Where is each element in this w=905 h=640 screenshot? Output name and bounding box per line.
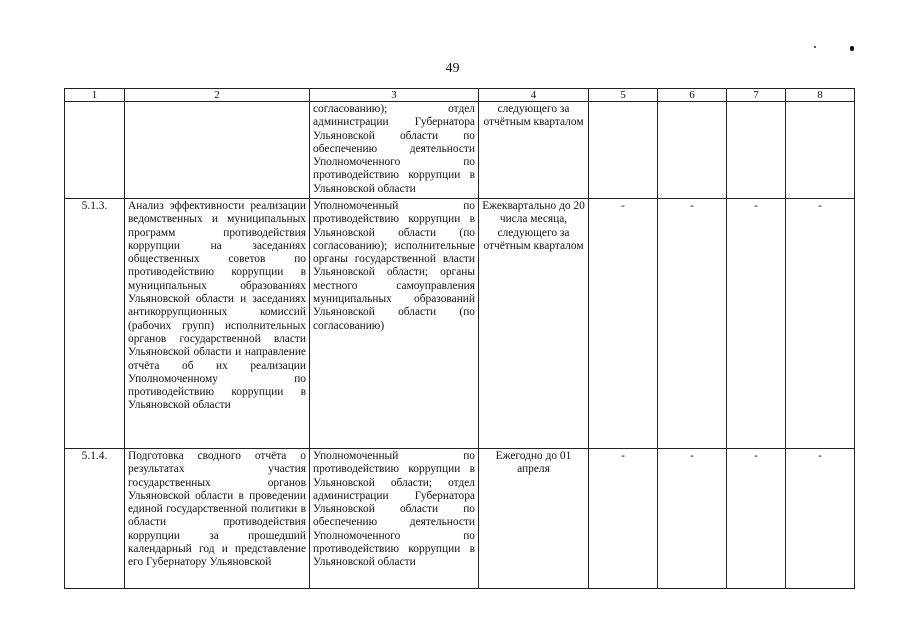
deadline-cell: Ежеквартально до 20 числа месяца, следующего за отчётным кварталом [479,199,589,449]
col7-cell: - [727,199,786,449]
col7-cell: - [727,449,786,589]
col8-cell: - [786,199,855,449]
item-number [65,102,125,199]
header-cell: 1 [65,89,125,102]
deadline-cell: следующего за отчётным кварталом [479,102,589,199]
table-row [65,449,855,589]
header-cell: 4 [479,89,589,102]
scan-speck [850,46,854,51]
table-row [65,102,855,199]
deadline-cell: Ежегодно до 01 апреля [479,449,589,589]
item-number: 5.1.4. [65,449,125,589]
executors-cell: согласованию); отдел администрации Губернатора Ульяновской области по обеспечению деятельности Уполномоченного по противодействию коррупции в Ульяновской области [310,102,479,199]
col6-cell: - [658,199,727,449]
col6-cell: - [658,449,727,589]
header-row [65,89,855,102]
header-cell: 6 [658,89,727,102]
executors-cell: Уполномоченный по противодействию коррупции в Ульяновской области (по согласованию); исполнительные органы государственной власти Ульяновской области; органы местного самоуправления муниципальных образований Ульяновской области (по согласованию) [310,199,479,449]
executors-cell: Уполномоченный по противодействию коррупции в Ульяновской области; отдел администрации Губернатора Ульяновской области по обеспечению деятельности Уполномоченного по противодействию коррупции в Ульяновской области [310,449,479,589]
col5-cell: - [589,449,658,589]
header-cell: 5 [589,89,658,102]
col5-cell: - [589,199,658,449]
header-cell: 8 [786,89,855,102]
scan-speck [814,46,816,48]
col6-cell [658,102,727,199]
measure-cell: Подготовка сводного отчёта о результатах участия государственных органов Ульяновской области в проведении единой государственной политики в области противодействия коррупции за прошедший календарный год и представление его Губернатору Ульяновской [125,449,310,589]
item-number: 5.1.3. [65,199,125,449]
header-cell: 2 [125,89,310,102]
measure-cell: Анализ эффективности реализации ведомственных и муниципальных программ противодействия коррупции на заседаниях общественных советов по противодействию коррупции в муниципальных образованиях Ульяновской области и заседаниях антикоррупционных комиссий (рабочих групп) исполнительных органов государственной власти Ульяновской области и направление отчёта об их реализации Уполномоченному по противодействию коррупции в Ульяновской области [125,199,310,449]
table-row [65,199,855,449]
col7-cell [727,102,786,199]
header-cell: 3 [310,89,479,102]
header-cell: 7 [727,89,786,102]
measures-table [64,88,855,589]
col8-cell: - [786,449,855,589]
page-number: 49 [445,61,460,76]
col5-cell [589,102,658,199]
col8-cell [786,102,855,199]
measure-cell [125,102,310,199]
